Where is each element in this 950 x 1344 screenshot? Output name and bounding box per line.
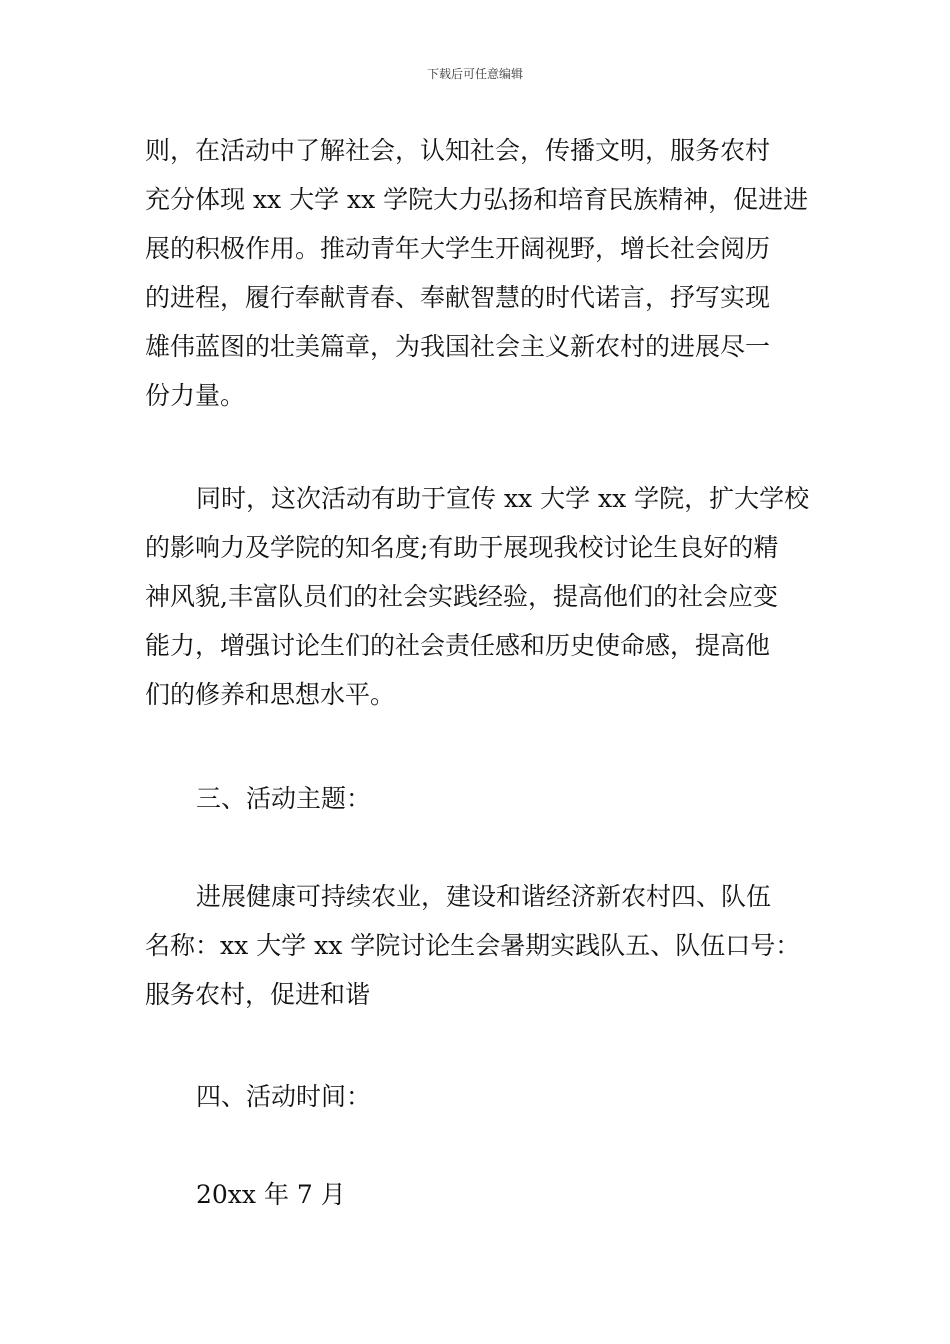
text-line: 的进程，履行奉献青春、奉献智慧的时代诺言，抒写实现: [145, 283, 771, 312]
text-line: 服务农村，促进和谐: [145, 980, 371, 1009]
text-line: 同时，这次活动有助于宣传 xx 大学 xx 学院，扩大学校: [196, 484, 810, 513]
text-line: 20xx 年 7 月: [196, 1180, 346, 1209]
text-line: 的影响力及学院的知名度;有助于展现我校讨论生良好的精: [145, 533, 779, 562]
page-header-note: 下载后可任意编辑: [426, 67, 523, 81]
paragraph-theme-team: [145, 872, 810, 1019]
heading-line: 三、活动主题：: [196, 784, 372, 813]
text-line: 雄伟蓝图的壮美篇章，为我国社会主义新农村的进展尽一: [145, 332, 771, 361]
text-line: 则，在活动中了解社会，认知社会，传播文明，服务农村: [145, 136, 771, 165]
section-heading-time: [145, 1072, 810, 1121]
text-line: 们的修养和思想水平。: [145, 680, 396, 709]
text-line: 能力，增强讨论生们的社会责任感和历史使命感，提高他: [145, 631, 771, 660]
section-heading-theme: [145, 774, 810, 823]
text-line: 名称：xx 大学 xx 学院讨论生会暑期实践队五、队伍口号：: [145, 931, 801, 960]
paragraph-date: [145, 1170, 810, 1219]
paragraph-intro-continuation: [145, 126, 810, 420]
text-line: 神风貌,丰富队员们的社会实践经验，提高他们的社会应变: [145, 582, 778, 611]
text-line: 展的积极作用。推动青年大学生开阔视野，增长社会阅历: [145, 234, 771, 263]
paragraph-significance: [145, 474, 810, 719]
text-line: 进展健康可持续农业，建设和谐经济新农村四、队伍: [196, 882, 772, 911]
text-line: 份力量。: [145, 381, 246, 410]
heading-line: 四、活动时间：: [196, 1082, 372, 1111]
text-line: 充分体现 xx 大学 xx 学院大力弘扬和培育民族精神，促进进: [145, 185, 809, 214]
